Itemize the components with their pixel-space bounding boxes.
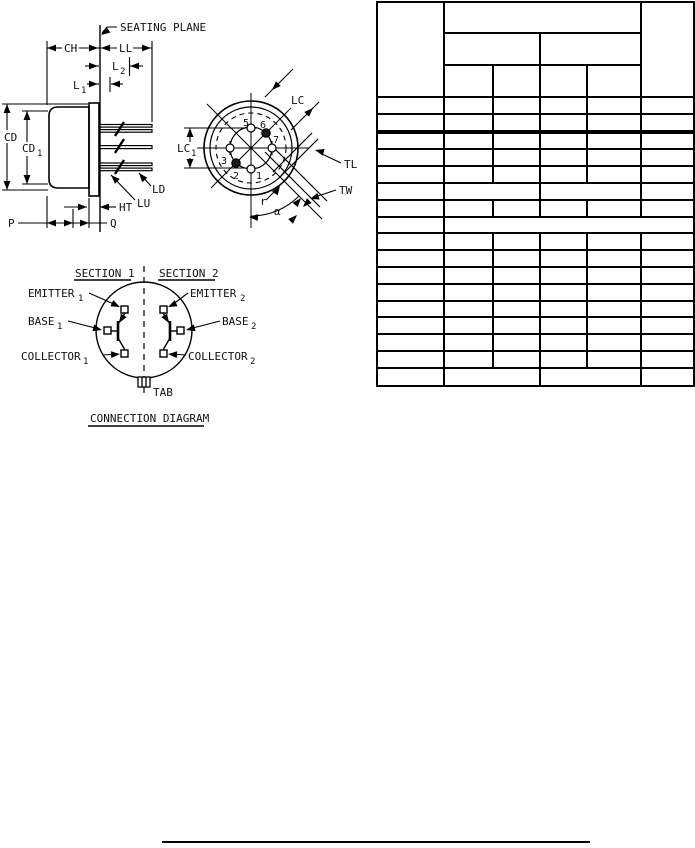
dim-ht: HT (119, 201, 133, 214)
table-cell (493, 301, 540, 318)
table-cell (641, 97, 694, 114)
table-row (377, 200, 694, 217)
connection-labels (21, 267, 256, 425)
table-cell (587, 267, 641, 284)
table-cell (444, 132, 493, 150)
table-cell (587, 200, 641, 217)
table-cell (641, 233, 694, 250)
table-cell (540, 317, 587, 334)
table-cell (377, 114, 444, 132)
table-cell (540, 301, 587, 318)
table-cell (444, 284, 493, 301)
table-cell (641, 317, 694, 334)
dim-tl: TL (344, 158, 358, 171)
table-cell (444, 250, 493, 267)
extension-lines (2, 41, 152, 228)
table-row (377, 250, 694, 267)
leads (100, 125, 152, 171)
table-cell (587, 301, 641, 318)
table-cell (493, 267, 540, 284)
dim-alpha: α (274, 205, 281, 218)
collector2-label: COLLECTOR (188, 350, 248, 363)
pin-label-7: 7 (273, 135, 280, 146)
table-cell (444, 217, 694, 234)
table-cell (493, 97, 540, 114)
emitter1-terminal (121, 306, 128, 313)
table-cell (444, 334, 493, 351)
table-cell (377, 317, 444, 334)
table-cell (493, 200, 540, 217)
table-row (377, 183, 694, 200)
table-cell (444, 2, 641, 33)
emitter2-sub: 2 (240, 294, 246, 304)
table-cell (493, 233, 540, 250)
table-cell (641, 114, 694, 132)
dim-r: r (260, 195, 267, 208)
table-cell (540, 334, 587, 351)
table-cell (444, 183, 540, 200)
table-cell (493, 317, 540, 334)
table-cell (493, 149, 540, 166)
dim-lu: LU (137, 197, 151, 210)
table-cell (493, 250, 540, 267)
table-cell (377, 233, 444, 250)
table-cell (444, 368, 540, 386)
table-cell (377, 200, 444, 217)
table-cell (377, 97, 444, 114)
base2-sub: 2 (251, 322, 257, 332)
table-cell (444, 301, 493, 318)
table-cell (641, 166, 694, 183)
table-cell (377, 351, 444, 368)
table-cell (444, 200, 493, 217)
dim-l1: L (73, 79, 80, 92)
table-cell (444, 97, 493, 114)
table-cell (377, 301, 444, 318)
table-cell (540, 267, 587, 284)
table-cell (587, 317, 641, 334)
pin-label-2: 2 (233, 171, 240, 182)
table-row (377, 267, 694, 284)
table-row (377, 334, 694, 351)
table-row (377, 351, 694, 368)
table-cell (444, 166, 493, 183)
dim-l2: L (112, 60, 119, 73)
table-cell (540, 97, 587, 114)
table-cell (377, 166, 444, 183)
collector1-label: COLLECTOR (21, 350, 81, 363)
dim-l2-sub: 2 (120, 67, 126, 77)
table-cell (641, 351, 694, 368)
table-cell (377, 267, 444, 284)
table-row (377, 284, 694, 301)
dim-lc: LC (291, 94, 305, 107)
table-row (377, 97, 694, 114)
dim-q: Q (110, 217, 117, 230)
table-cell (587, 233, 641, 250)
table-cell (540, 114, 587, 132)
table-cell (641, 132, 694, 150)
pin-label-3: 3 (221, 156, 228, 167)
table-cell (493, 132, 540, 150)
collector2-sub: 2 (250, 357, 256, 367)
table-cell (641, 2, 694, 97)
pin-2 (232, 159, 240, 167)
table-cell (641, 334, 694, 351)
table-cell (444, 317, 493, 334)
pin-1 (247, 165, 255, 173)
pin-3 (226, 144, 234, 152)
dimension-table (376, 1, 695, 387)
transistor-2 (160, 306, 184, 357)
table-cell (377, 284, 444, 301)
table-cell (641, 149, 694, 166)
table-cell (377, 250, 444, 267)
table-cell (641, 200, 694, 217)
dim-lc1: LC (177, 142, 191, 155)
table-cell (540, 233, 587, 250)
seating-plane-label: SEATING PLANE (120, 21, 207, 34)
transistor-1 (104, 306, 128, 357)
table-cell (641, 250, 694, 267)
dim-l1-sub: 1 (81, 86, 87, 96)
table-row (377, 166, 694, 183)
table-cell (493, 351, 540, 368)
table-row (377, 114, 694, 132)
table-cell (587, 65, 641, 97)
table-row (377, 2, 694, 33)
table-cell (587, 334, 641, 351)
table-cell (444, 351, 493, 368)
table-cell (587, 166, 641, 183)
base2-terminal (177, 327, 184, 334)
base1-terminal (104, 327, 111, 334)
table-cell (444, 33, 540, 65)
table-cell (540, 250, 587, 267)
table-cell (540, 166, 587, 183)
base1-sub: 1 (57, 322, 63, 332)
table-cell (641, 267, 694, 284)
can-body (49, 107, 89, 188)
emitter1-sub: 1 (78, 294, 84, 304)
table-cell (540, 33, 641, 65)
base2-label: BASE (222, 315, 249, 328)
table-cell (444, 267, 493, 284)
can-flange (89, 103, 99, 196)
dim-ld: LD (152, 183, 166, 196)
dim-cd1-sub: 1 (37, 149, 43, 159)
table-cell (641, 368, 694, 386)
pin-label-6: 6 (260, 120, 267, 131)
table-cell (493, 114, 540, 132)
table-cell (641, 183, 694, 200)
table-cell (540, 368, 641, 386)
dim-tw: TW (339, 184, 353, 197)
table-cell (587, 149, 641, 166)
table-cell (540, 132, 587, 150)
table-cell (587, 97, 641, 114)
table-cell (493, 65, 540, 97)
pin-label-1: 1 (256, 171, 263, 182)
collector1-sub: 1 (83, 357, 89, 367)
emitter2-label: EMITTER (190, 287, 237, 300)
table-cell (377, 149, 444, 166)
footer-rule (162, 841, 590, 843)
table-cell (641, 301, 694, 318)
pin-label-5: 5 (243, 118, 250, 129)
table-cell (540, 284, 587, 301)
tab-marker (138, 377, 150, 387)
dim-p: P (8, 217, 15, 230)
dim-cd: CD (4, 131, 18, 144)
table-cell (540, 65, 587, 97)
table-cell (587, 250, 641, 267)
base1-label: BASE (28, 315, 55, 328)
emitter1-label: EMITTER (28, 287, 75, 300)
table-cell (587, 351, 641, 368)
table-row (377, 368, 694, 386)
connection-diagram-title: CONNECTION DIAGRAM (90, 412, 210, 425)
table-cell (377, 2, 444, 97)
table-row (377, 233, 694, 250)
table-cell (444, 65, 493, 97)
table-cell (493, 166, 540, 183)
emitter2-terminal (160, 306, 167, 313)
table-cell (444, 114, 493, 132)
table-cell (444, 233, 493, 250)
dim-cd1: CD (22, 142, 36, 155)
table-row (377, 217, 694, 234)
table-cell (377, 334, 444, 351)
dim-ch: CH (64, 42, 78, 55)
table-cell (540, 183, 641, 200)
table-cell (377, 368, 444, 386)
collector2-terminal (160, 350, 167, 357)
collector1-terminal (121, 350, 128, 357)
dim-ll: LL (119, 42, 133, 55)
table-cell (540, 351, 587, 368)
table-row (377, 317, 694, 334)
table-cell (377, 183, 444, 200)
section1-label: SECTION 1 (75, 267, 135, 280)
table-cell (444, 149, 493, 166)
tab-label: TAB (153, 386, 173, 399)
table-cell (641, 284, 694, 301)
table-cell (377, 132, 444, 150)
table-row (377, 132, 694, 150)
table-cell (493, 334, 540, 351)
dim-lc1-sub: 1 (191, 149, 197, 159)
section2-label: SECTION 2 (159, 267, 219, 280)
table-row (377, 149, 694, 166)
table-cell (540, 200, 587, 217)
table-row (377, 301, 694, 318)
table-cell (377, 217, 444, 234)
table-cell (587, 114, 641, 132)
table-cell (587, 132, 641, 150)
table-cell (540, 149, 587, 166)
table-cell (493, 284, 540, 301)
table-cell (587, 284, 641, 301)
